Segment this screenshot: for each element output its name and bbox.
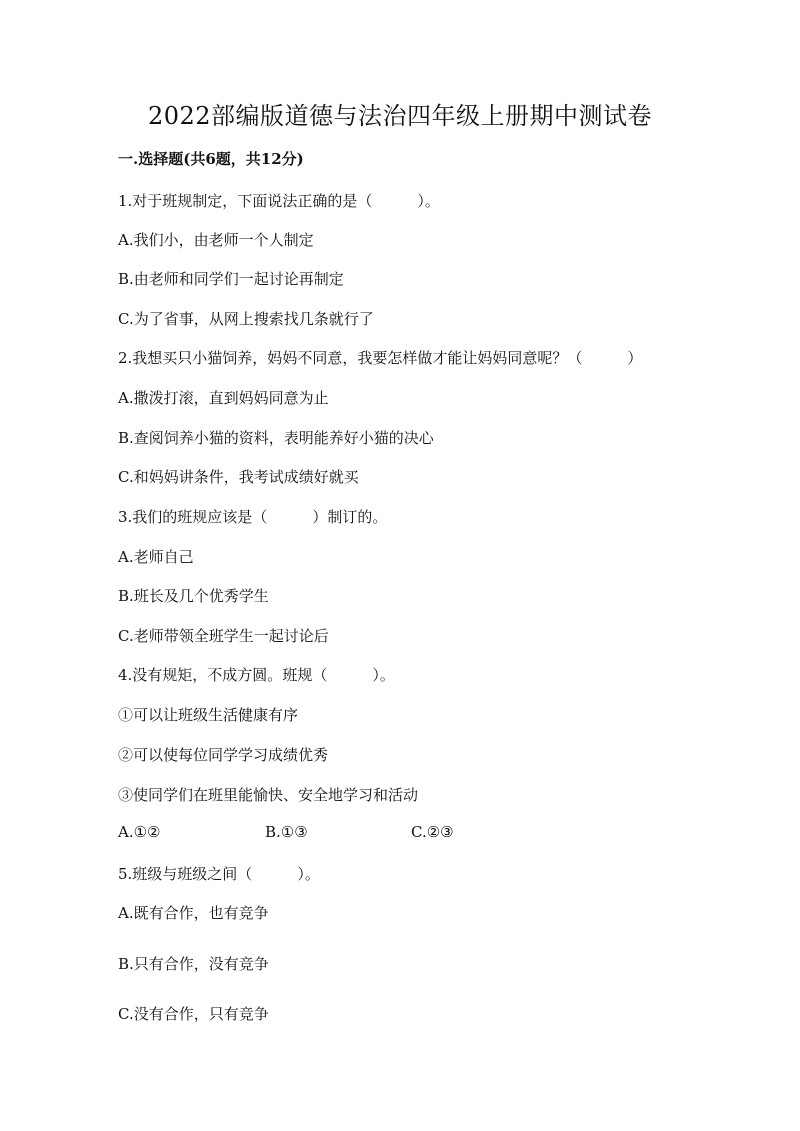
question-3-option-b: B.班长及几个优秀学生 <box>118 587 269 605</box>
question-3-stem: 3.我们的班规应该是（ ）制订的。 <box>118 508 388 526</box>
question-4-statement-2: ②可以使每位同学学习成绩优秀 <box>118 746 329 764</box>
question-2-option-a: A.撒泼打滚，直到妈妈同意为止 <box>118 389 329 407</box>
question-4-stem: 4.没有规矩，不成方圆。班规（ ）。 <box>118 666 395 684</box>
question-4-statement-3: ③使同学们在班里能愉快、安全地学习和活动 <box>118 786 419 804</box>
question-2-option-b: B.查阅饲养小猫的资料，表明能养好小猫的决心 <box>118 429 434 447</box>
section-heading: 一.选择题(共6题，共12分) <box>118 150 304 168</box>
question-5-option-a: A.既有合作，也有竞争 <box>118 904 269 922</box>
question-5-stem: 5.班级与班级之间（ ）。 <box>118 865 320 883</box>
question-1-option-b: B.由老师和同学们一起讨论再制定 <box>118 270 344 288</box>
question-5-option-b: B.只有合作，没有竞争 <box>118 955 269 973</box>
question-3-option-a: A.老师自己 <box>118 548 194 566</box>
question-1-stem: 1.对于班规制定，下面说法正确的是（ ）。 <box>118 192 440 210</box>
question-4-option-b: B.①③ <box>265 823 308 841</box>
question-2-stem: 2.我想买只小猫饲养，妈妈不同意，我要怎样做才能让妈妈同意呢？（ ） <box>118 349 643 367</box>
question-2-option-c: C.和妈妈讲条件，我考试成绩好就买 <box>118 468 359 486</box>
question-1-option-a: A.我们小，由老师一个人制定 <box>118 231 314 249</box>
page-title: 2022部编版道德与法治四年级上册期中测试卷 <box>147 102 653 130</box>
question-5-option-c: C.没有合作，只有竞争 <box>118 1005 269 1023</box>
question-3-option-c: C.老师带领全班学生一起讨论后 <box>118 627 329 645</box>
question-4-option-c: C.②③ <box>411 823 454 841</box>
question-4-statement-1: ①可以让班级生活健康有序 <box>118 706 299 724</box>
question-4-option-a: A.①② <box>118 823 161 841</box>
question-1-option-c: C.为了省事，从网上搜索找几条就行了 <box>118 310 374 328</box>
